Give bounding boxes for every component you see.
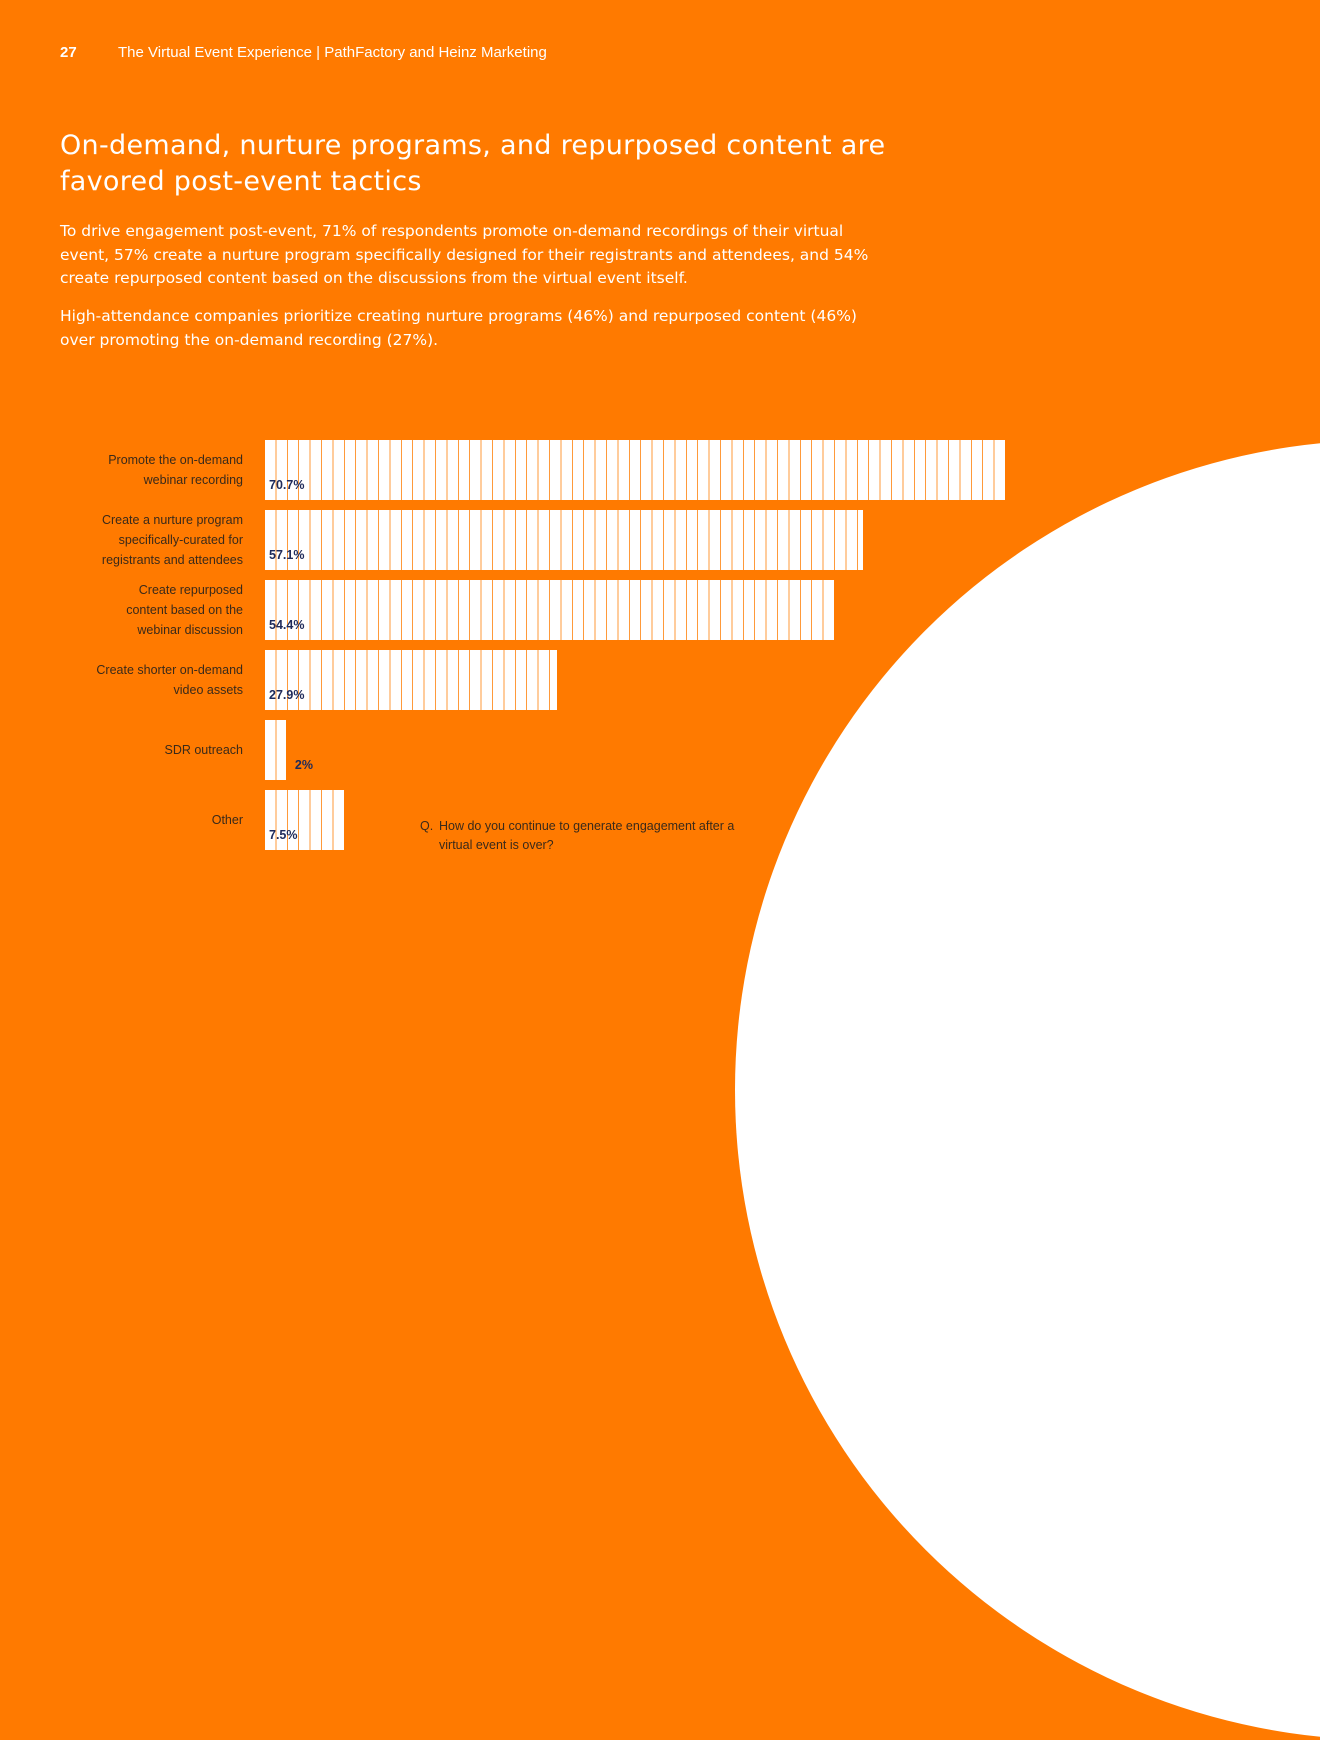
bar (265, 440, 1005, 500)
bar (265, 650, 557, 710)
bar (265, 510, 863, 570)
category-label: Create shorter on-demand video assets (96, 663, 243, 697)
category-label: Promote the on-demand webinar recording (108, 453, 243, 487)
body-paragraph-2: High-attendance companies prioritize creating nurture programs (46%) and repurposed content (46%) over promoting the on-demand recording (27%). (60, 307, 857, 349)
question-prefix: Q. (420, 819, 434, 833)
value-label: 2% (294, 758, 313, 772)
page-title: On-demand, nurture programs, and repurposed content are favored post-event tactics (60, 130, 886, 197)
value-label: 27.9% (269, 688, 305, 702)
category-label: Other (211, 813, 243, 827)
bar (265, 580, 834, 640)
page-header (60, 44, 547, 61)
category-label: Create a nurture program specifically-curated for registrants and attendees (101, 513, 243, 567)
bar (265, 720, 286, 780)
value-label: 7.5% (269, 828, 298, 842)
survey-question (420, 817, 740, 855)
bar-chart (0, 440, 1320, 860)
value-label: 70.7% (269, 478, 305, 492)
document-title: The Virtual Event Experience | PathFactory and Heinz Marketing (118, 44, 547, 61)
category-label: SDR outreach (164, 743, 243, 757)
value-label: 57.1% (269, 548, 305, 562)
category-label: Create repurposed content based on the webinar discussion (126, 583, 243, 637)
page-number: 27 (60, 44, 77, 61)
question-text: How do you continue to generate engagement after a virtual event is over? (439, 819, 735, 852)
body-paragraph-1: To drive engagement post-event, 71% of respondents promote on-demand recordings of their virtual event, 57% create a nurture program specifically designed for their registrants and attendees, and 54% create repurposed content based on the discussions from the virtual event itself. (60, 222, 869, 287)
value-label: 54.4% (269, 618, 305, 632)
